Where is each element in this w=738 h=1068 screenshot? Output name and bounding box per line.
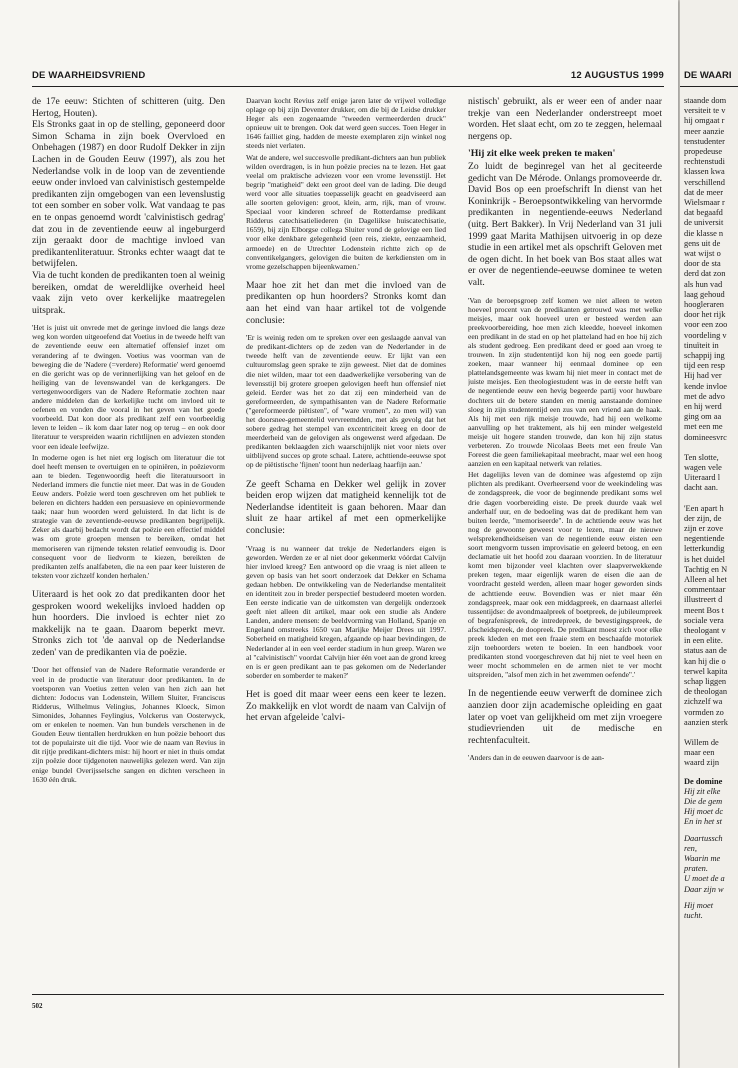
next-page-edge xyxy=(680,0,738,1068)
next-page-line: theologant v xyxy=(684,626,726,635)
paragraph: In de negentiende eeuw verwerft de dominee zich aanzien door zijn academische opleiding en gaat later op voet van gelijkheid om met zijn vroegere studievrienden uit de medische en rechtenfaculteit. xyxy=(468,688,662,746)
paragraph: Maar hoe zit het dan met die invloed van de predikanten op hun hoorders? Stronks komt dan aan het eind van haar artikel tot de volgende conclusie: xyxy=(246,279,446,326)
next-page-line: staande dom xyxy=(684,96,727,105)
next-page-line: en hij werd xyxy=(684,402,722,411)
next-page-line: de theologan xyxy=(684,687,728,697)
quote-paragraph: 'Vraag is nu wanneer dat trekje de Nederlanders eigen is geworden. Werden ze er al niet door gekenmerkt vóórdat Calvijn hier invloed kreeg? Een antwoord op die vraag is niet alleen te geven op basis van het soort onderzoek dat Dekker en Schama gedaan hebben. De ontwikkeling van de Nederlandse mentaliteit en identiteit zou in breder perspectief bestudeerd moeten worden. Een eerste indicatie van de uitkomsten van dergelijk onderzoek geeft niet alleen dit artikel, maar ook een studie als Andere Landen, andere mensen: de beeldvorming van Holland, Spanje en Engeland omstreeks 1650 van Marijke Meijer Drees uit 1997. Soberheid en matigheid kregen, afgaande op haar bevindingen, de Nederlander al in een veel eerder stadium in hun greep. Waren we al "calvinistisch" voordat Calvijn hier één voet aan de grond kreeg en is er geen predikant aan te pas gekomen om de Nederlander soberder en somberder te maken?' xyxy=(246,543,446,680)
paragraph: Via de tucht konden de predikanten toen al weinig bereiken, omdat de wereldlijke overheid heel vaak zijn veto over kerkelijke maatregelen uitsprak. xyxy=(32,269,225,316)
next-page-line: Tachtig en N xyxy=(684,564,728,574)
next-page-line: Wielsmaar r xyxy=(684,198,725,207)
next-page-poem-title: De domine xyxy=(684,776,723,786)
quote-paragraph: 'Anders dan in de eeuwen daarvoor is de aan- xyxy=(468,753,605,763)
publication-name: DE WAARHEIDSVRIEND xyxy=(32,70,146,81)
next-page-line: wat wijst o xyxy=(684,249,721,258)
quote-paragraph: 'Het is juist uit onvrede met de geringe invloed die langs deze weg kon worden uitgeoefend dat Voetius in de tweede helft van de zeventiende eeuw een alternatief offensief inzet om verandering af te dwingen. Voetius was voorman van de beweging die de 'Nadere (=verdere) Reformatie' werd genoemd en die gericht was op de verinnerlijking van het geloof en de heiliging van de levenswandel van de kerkgangers. De vertegenwoordigers van de Nadere Reformatie zochten naar andere middelen dan de kerkelijke tucht om invloed uit te oefenen en vonden die vooral in het geven van het goede voorbeeld. Dat kon door als predikant zelf een voorbeeldig leven te leiden – ik kom daar later nog op terug – en ook door literatuur te verspreiden waarin richtlijnen en adviezen stonden voor een ideale leefwijze. xyxy=(32,323,225,451)
text-column-3 xyxy=(468,96,662,991)
next-page-line: die klasse n xyxy=(684,228,724,238)
next-page-line: met een me xyxy=(684,422,723,432)
next-page-line: tenstudenter xyxy=(684,136,725,146)
publication-date: 12 AUGUSTUS 1999 xyxy=(570,70,664,81)
next-page-line: wagen vele xyxy=(684,463,722,472)
paragraph: Het is goed dit maar weer eens een keer te lezen. Zo makkelijk en vlot wordt de naam van Calvijn of het ervan afgeleide 'calvi- xyxy=(246,688,446,724)
next-page-line: verschillend xyxy=(684,177,725,187)
next-page-line: illustreert d xyxy=(684,595,723,605)
next-page-line: met de advo xyxy=(684,391,725,401)
next-page-line: ren, xyxy=(684,843,697,853)
next-page-line: Hij zit elke xyxy=(684,786,721,796)
next-page-line: Daartussch xyxy=(684,833,723,843)
next-page-line: laag gehoud xyxy=(684,289,725,299)
next-page-line: status aan de xyxy=(684,646,727,656)
next-page-line: dacht aan. xyxy=(684,483,718,493)
next-page-line: maar een xyxy=(684,748,715,758)
next-page-line: Die de gem xyxy=(684,797,723,806)
next-page-line: Willem de xyxy=(684,738,719,747)
next-page-line: klassen kwa xyxy=(684,167,725,177)
next-page-line: schap liggen xyxy=(684,677,727,686)
footer-rule xyxy=(32,994,664,995)
next-page-line: schappij ing xyxy=(684,351,725,360)
next-page-line: tijd een resp xyxy=(684,361,725,371)
next-page-line: domineesvrc xyxy=(684,432,727,442)
next-page-line: hij omgaat r xyxy=(684,116,725,126)
quote-paragraph: 'Door het offensief van de Nadere Reformatie veranderde er veel in de productie van literatuur door predikanten. In de voetsporen van Voetius zetten velen van hen zich aan het dichten: Jodocus van Lodenstein, Willem Sluiter, Franciscus Ridderus, Wilhelmus Velingius, Johannes Kloeck, Simon Simonides, Johannes Feylingius, Volckerus van Oosterwyck, om er enkelen te noemen. Van hun bundels verschenen in de Gouden Eeuw tientallen herdrukken en hun poëzie behoort dus tot de populairste uit die tijd. Voor wie de naam van Revius in dit rijtje predikant-dichters mist: hij hoort er niet in thuis omdat zijn poëzie door tijdgenoten nauwelijks gelezen werd. Van zijn enige bundel Overijsselsche sangen en dichten verscheen in 1630 één druk. xyxy=(32,665,225,784)
next-page-line: letterkundig xyxy=(684,544,725,554)
next-page-line: Hij had ver xyxy=(684,371,722,381)
quote-paragraph: Daarvan kocht Revius zelf enige jaren later de vrijwel volledige oplage op bij zijn Deventer drukker, om die bij de Leidse drukker Heger als een zogenaamde "tweeden vermeerderden druck" opnieuw uit te brengen. Ook dat werd geen succes. Toen Heger in 1646 failliet ging, hadden de meeste exemplaren zijn winkel nog steeds niet verlaten. xyxy=(246,96,446,151)
next-page-line: En in het st xyxy=(684,817,722,827)
paragraph: de 17e eeuw: Stichten of schitteren (uitg. Den Hertog, Houten). xyxy=(32,96,225,119)
next-page-line: Alleen al het xyxy=(684,575,727,584)
next-page-header: DE WAARI xyxy=(684,70,732,81)
next-page-line: meent Bos t xyxy=(684,605,725,615)
paragraph: Els Stronks gaat in op de stelling, geponeerd door Simon Schama in zijn boek Overvloed en Onbehagen (1987) en door Rudolf Dekker in zijn Lachen in de Gouden Eeuw (1997), als zou het Nederlandse volk in de loop van de zeventiende eeuw onder invloed van calvinistisch gestempelde predikanten zijn omgebogen van een levenslustig tot een somber en sober volk. Wat vandaag te pas en te onpas genoemd wordt 'calvinistisch gedrag' dat zou in de zeventiende eeuw al ingeburgerd zijn geraakt door de machtige invloed van predikantenliteratuur. Stronks echter waagt dat te betwijfelen. xyxy=(32,119,225,270)
next-page-line: tucht. xyxy=(684,911,703,920)
next-page-line: is het duidel xyxy=(684,554,725,564)
paragraph: Uiteraard is het ook zo dat predikanten door het gesproken woord wekelijks invloed hadden op hun hoorders. Die invloed is echter niet zo makkelijk na te gaan. Daarom beperkt mevr. Stronks zich tot 'de aanval op de Nederlandse zeden' van de predikanten via de poëzie. xyxy=(32,588,225,658)
next-page-line: sociale vera xyxy=(684,615,724,625)
next-page-line: Uiteraard l xyxy=(684,473,721,483)
next-page-line: voordeling v xyxy=(684,330,727,340)
quote-paragraph: 'Van de beroepsgroep zelf komen we niet alleen te weten hoeveel procent van de predikanten getrouwd was met welke meisjes, maar ook hoeveel uren er besteed werden aan preekvoorbereiding, hoe men zich kleedde, hoeveel inkomen een predikant in de stad en op het platteland had en hoe hij zich als student gedroeg. Een predikant deed er goed aan vroeg te trouwen. In zijn studententijd kon hij nog een goede partij zoeken, maar wanneer hij eenmaal dominee op een plattelandsgemeente was kwam hij niet meer in contact met de juiste meisjes. Een theologiestudent was in de eerste helft van de negentiende eeuw een hevig begeerde partij voor huwbare dochters uit de betere standen en menig aanstaande dominee sloeg in zijn studententijd een zus van een vriend aan de haak. Als hij met een rijk meisje trouwde, had hij een welkome aanvulling op het traktement, als hij een minder welgesteld meisje uit hogere standen trouwde, dan kon hij zijn status verbeteren. Zo trouwde Nicolaas Beets met een freule Van Foreest die geen familiekapitaal meebracht, maar wel een hoog aanzien en een kapitaal netwerk van relaties. xyxy=(468,295,662,469)
quote-paragraph: 'Er is weinig reden om te spreken over een geslaagde aanval van de predikant-dichters op de zeden van de Nederlander in de tweede helft van de zeventiende eeuw. Er lijkt van een cultuuromslag geen sprake te zijn geweest. Niet dat de domines die niet wilden, maar tot een daadwerkelijke versobering van de levensstijl bij grotere groepen gelovigen heeft hun offensief niet geleid. Eerder was het zo dat zij een minderheid van de gereformeerden, de sympathisanten van de Nadere Reformatie ("gereformeerde piëtisten", of "ware vromen", zo men wil) van het doorsnee-gemeentelid vervreemdden, met als gevolg dat het sobere gedrag het stempel van excentriciteit kreeg en door de meerderheid van de gelovigen als ongewenst werd afgedaan. De predikanten beklaagden zich waarschijnlijk niet voor niets over uitblijvend succes op grote schaal. Latere, achttiende-eeuwse spot op de piëtistische 'fijnen' toont hun nederlaag haarfijn aan.' xyxy=(246,333,446,470)
next-page-line: hoogleraren xyxy=(684,300,724,309)
next-page-line: Daar zijn w xyxy=(684,884,724,894)
next-page-line: tinuïteit in xyxy=(684,340,719,350)
paragraph: Ze geeft Schama en Dekker wel gelijk in zover beiden erop wijzen dat matigheid kennelijk tot de Nederlandse identiteit is gaan behoren. Maar dan sluit ze haar artikel af met een opmerkelijke conclusie: xyxy=(246,478,446,536)
next-page-line: negentiende xyxy=(684,534,725,544)
text-column-1 xyxy=(32,96,225,991)
next-page-line: in een elite. xyxy=(684,636,723,646)
next-page-line: kende invloe xyxy=(684,381,728,391)
next-page-line: U moet de a xyxy=(684,874,725,884)
next-page-rule xyxy=(680,86,738,87)
quote-paragraph: Wat de andere, wel succesvolle predikant-dichters aan hun publiek wilden overdragen, is in hun poëzie precies na te lezen. Het gaat veelal om praktische adviezen voor een vrome levensstijl. Het begrip "matigheid" dekt een groot deel van de lading. Die deugd werd voor alle situaties toepasselijk geacht en geadviseerd aan alle soorten gelovigen: groot, klein, arm, rijk, man of vrouw. Speciaal voor kinderen schreef de Rotterdamse predikant Ridderus catechisatieliederen (in Dageliiksе huiscatechisatie, 1659), bij zijn Elborgse collega Sluiter vond de gelovige een lied voor elke denkbare gelegenheid (een reis, ziekte, eenzaamheid, armoede) en de Utrechter Lodenstein richtte zich op de conventikelgangers, gelovigen die buiten de kerkdiensten om in vrome gezelschappen bijeenkwamen.' xyxy=(246,152,446,271)
next-page-line: derd dat zon xyxy=(684,269,726,279)
next-page-line: zichzelf wa xyxy=(684,697,723,707)
next-page-line: rechtenstudi xyxy=(684,157,725,167)
page-header xyxy=(32,70,664,84)
header-rule xyxy=(32,86,664,87)
next-page-line: vormden zo xyxy=(684,707,724,717)
next-page-line: als hun vad xyxy=(684,279,723,289)
next-page-line: terwel kapita xyxy=(684,666,728,676)
next-page-line: aanzien sterk xyxy=(684,717,728,727)
next-page-line: propedeuse xyxy=(684,147,723,156)
next-page-line: door de sta xyxy=(684,259,721,269)
next-page-line: Hij moet dc xyxy=(684,807,724,817)
next-page-line: meer aanzie xyxy=(684,126,725,136)
next-page-line: dat de meer xyxy=(684,187,724,197)
text-column-2 xyxy=(246,96,446,991)
section-heading: 'Hij zit elke week preken te maken' xyxy=(468,148,616,160)
next-page-line: dat begaafd xyxy=(684,208,723,218)
next-page-line: der zijn, de xyxy=(684,513,722,523)
next-page-line: Hij moet xyxy=(684,900,714,910)
next-page-line: Ten slotte, xyxy=(684,452,719,462)
next-page-line: waard zijn xyxy=(684,758,720,768)
paragraph: nistisch' gebruikt, als er weer een of ander naar trekje van een Nederlander onderstreept moet worden. Het slaat echt, om zo te zeggen, helemaal nergens op. xyxy=(468,96,662,142)
next-page-line: versiteit te v xyxy=(684,106,726,116)
next-page-line: zijn er zove xyxy=(684,524,724,533)
next-page-line: gens uit de xyxy=(684,238,721,248)
quote-paragraph: In moderne ogen is het niet erg logisch om literatuur die tot doel heeft mensen te overtuigen en te opiniëren, in poëzievorm aan te bieden. Tegenwoordig heeft die literatuursoort in Nederland immers die functie niet meer. Dat was in de Gouden Eeuw anders. Poëzie werd toen geschreven om het publiek te beleren en dichters hadden een persuasieve en opinievormende taak; naar hun woorden werd geluisterd. In dat licht is de strategie van de zeventiende-eeuwse predikanten begrijpelijk. Zeker als daarbij bedacht wordt dat poëzie een effectief middel was om grote groepen mensen te bereiken, omdat het memoriseren van rijmende teksten relatief eenvoudig is. Door consequent voor de liedvorm te kiezen, bereikten de predikanten zelfs analfabeten, die na een paar keer luisteren de teksten voor zichzelf konden herhalen.' xyxy=(32,452,225,580)
next-page-line: Waarin me xyxy=(684,854,721,863)
next-page-line: door het rijk xyxy=(684,310,726,320)
next-page-line: 'Een apart h xyxy=(684,503,724,513)
next-page-line: de universit xyxy=(684,218,724,228)
next-page-line: ging om aa xyxy=(684,412,722,422)
page-number: 502 xyxy=(32,1002,43,1010)
next-page-line: commentaar xyxy=(684,585,726,595)
next-page-line: voor een zoo xyxy=(684,320,728,330)
next-page-line: praten. xyxy=(684,864,708,874)
next-page-line: kan hij die o xyxy=(684,656,726,666)
paragraph: Zo luidt de beginregel van het al geciteerde gedicht van De Mérode. Onlangs promoveerde dr. David Bos op een proefschrift In dienst van het Koninkrijk - Beroepsontwikkeling van hervormde predikanten in negentiende-eeuws Nederland (uitg. Bert Bakker). In Vrij Nederland van 31 juli 1999 gaat Marita Mathijsen uitvoerig in op deze studie in een artikel met als opschrift Geloven met de ogen dicht. In het boek van Bos staat alles wat er over de negentiende-eeuwse dominee te weten valt. xyxy=(468,160,662,288)
quote-paragraph: Het dagelijks leven van de dominee was afgestemd op zijn plichten als predikant. Overheersend voor de weekindeling was de zondagspreek, die voor de beginnende predikant soms wel drie dagen voorbereiding eiste. De preek duurde vaak wel anderhalf uur, en de bedoeling was dat de predikant hem van buiten leerde, "memoriseerde". In de achttiende eeuw was het nog de gewoonte geweest voor te lezen, maar de nieuwe welsprekendheidseisen van de negentiende eeuw eisten een soort mengvorm tussen improvisatie en geleerd betoog, en een declamatie uit het hoofd zou daaraan voorzien. In de literatuur komt men bijzonder veel klachten over slaapverwekkende preken tegen, maar eigenlijk waren de eisen die aan de voordracht gesteld werden, alleen maar hoger geworden sinds de achttiende eeuw. Bovendien was er niet maar één zondagspreek, maar ook een middagpreek, en daarnaast allerlei tussentijdse: de avondmaalpreek of boetpreek, de jubileumpreek of begrafenispreek, de intredepreek, de bevestigingspreek, de afscheidspreek, de doopreek. De predikant moest zich voor elke preek kleden en met een fraaie stem en beschaafde motoriek zijn toehoorders weten te boeien. In een handboek voor predikanten stond voorgeschreven dat hij niet te veel heen en weer mocht schommelen en de armen niet te ver mocht uitspreiden, "alsof men zich in het zwemmen oefende".' xyxy=(468,470,662,680)
